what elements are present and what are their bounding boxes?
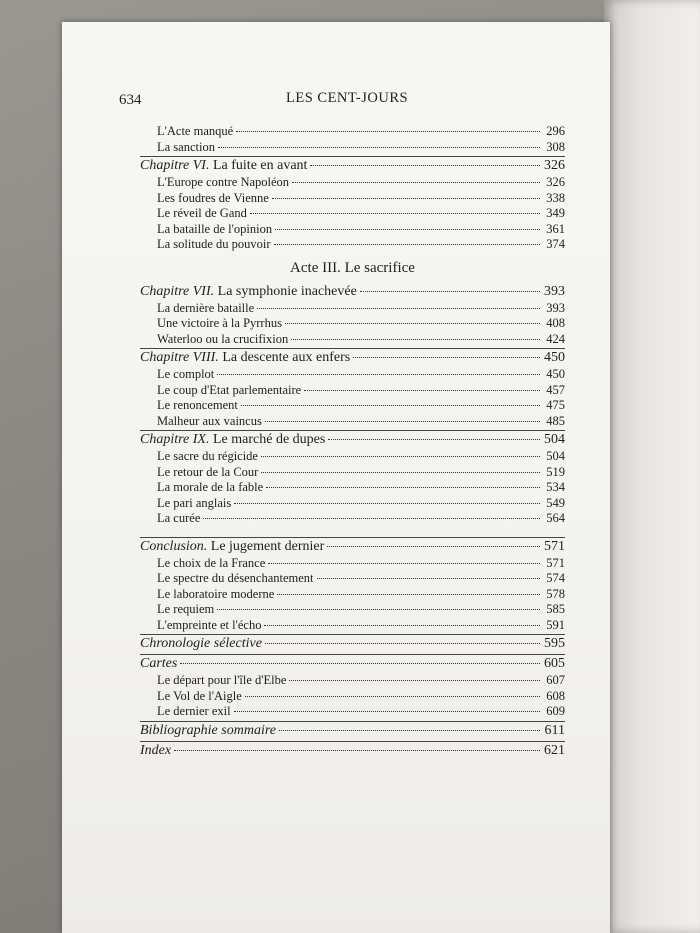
- toc-page-number: 475: [546, 398, 565, 412]
- dot-leader: [277, 594, 540, 595]
- dot-leader: [236, 131, 540, 132]
- toc-entry: [140, 634, 565, 653]
- toc-entry-label: La morale de la fable: [157, 480, 264, 494]
- toc-page-number: 574: [546, 571, 565, 585]
- act-heading: Acte III. Le sacrifice: [290, 259, 415, 276]
- dot-leader: [264, 625, 540, 626]
- toc-page-number: 611: [544, 722, 565, 738]
- toc-page-number: 296: [546, 124, 565, 138]
- dot-leader: [234, 503, 540, 504]
- toc-page-number: 585: [546, 602, 565, 616]
- toc-page-number: 621: [544, 742, 565, 758]
- toc-subentry: [140, 237, 565, 253]
- dot-leader: [275, 229, 540, 230]
- toc-page-number: 450: [546, 367, 565, 381]
- toc-page-number: 608: [546, 688, 565, 703]
- toc-entry-label: [140, 635, 262, 653]
- toc-page-number: 571: [546, 555, 565, 570]
- toc-entry: [140, 283, 565, 301]
- toc-entry-label: L'empreinte et l'écho: [157, 617, 262, 632]
- toc-subentry: [140, 571, 565, 587]
- toc-entry-label: La sanction: [157, 139, 215, 154]
- toc-entry-label: Le sacre du régicide: [157, 449, 258, 463]
- toc-page-number: 504: [544, 432, 565, 447]
- page-number: 634: [119, 92, 142, 108]
- toc-entry-prefix: Chapitre VI.: [140, 158, 210, 173]
- toc-subentry: [140, 511, 565, 527]
- toc-entry-label: Le réveil de Gand: [157, 206, 247, 220]
- toc-page-number: 534: [546, 480, 565, 494]
- toc-page-number: 393: [546, 300, 565, 315]
- toc-entry-label: Le dernier exil: [157, 704, 231, 718]
- toc-entry-label: La dernière bataille: [157, 300, 255, 315]
- running-title: LES CENT-JOURS: [286, 90, 409, 106]
- toc-entry-label: [140, 157, 307, 175]
- toc-entry-label: Le retour de la Cour: [157, 464, 259, 479]
- toc-page-number: 326: [544, 158, 565, 173]
- toc-entry-label: Le laboratoire moderne: [157, 586, 275, 601]
- toc-entry-label: Le pari anglais: [157, 495, 232, 510]
- toc-page-number: 591: [546, 617, 565, 632]
- toc-subentry: [140, 124, 565, 140]
- dot-leader: [285, 323, 540, 324]
- toc-entry-label: La solitude du pouvoir: [157, 237, 271, 251]
- toc-entry-title: Le marché de dupes: [209, 432, 326, 447]
- toc-subentry: [140, 496, 565, 512]
- toc-subentry: [140, 449, 565, 465]
- toc-page-number: 571: [544, 538, 565, 554]
- toc-page-number: 609: [546, 704, 565, 718]
- toc-page-number: 549: [546, 495, 565, 510]
- facing-page: [604, 0, 700, 933]
- dot-leader: [360, 291, 540, 292]
- toc-entry-label: L'Acte manqué: [157, 124, 234, 138]
- toc-page-number: 564: [546, 511, 565, 525]
- toc-page-number: 595: [544, 636, 565, 651]
- toc-entry-prefix: Chapitre VIII.: [140, 350, 219, 365]
- dot-leader: [261, 472, 540, 473]
- toc-entry-label: [140, 431, 325, 449]
- toc-subentry: [140, 587, 565, 603]
- dot-leader: [203, 518, 540, 519]
- toc-entry-label: Le requiem: [157, 602, 215, 616]
- dot-leader: [289, 680, 540, 681]
- toc-entry-label: Le spectre du désenchantement: [157, 571, 314, 585]
- toc-entry-label: La bataille de l'opinion: [157, 221, 273, 236]
- toc-subentry: [140, 367, 565, 383]
- toc-subentry: [140, 414, 565, 430]
- toc-entry-title: Le jugement dernier: [207, 538, 325, 554]
- dot-leader: [327, 546, 540, 547]
- toc-entry-label: La curée: [157, 511, 201, 525]
- toc-page-number: 605: [544, 656, 565, 671]
- toc-page-number: 308: [546, 139, 565, 154]
- toc-entry-label: Le départ pour l'île d'Elbe: [157, 673, 287, 687]
- toc-entry-label: [140, 742, 171, 760]
- toc-subentry: [140, 480, 565, 496]
- toc-subentry: [140, 175, 565, 191]
- dot-leader: [234, 711, 540, 712]
- toc-subentry: [140, 140, 565, 156]
- table-of-contents: [140, 124, 565, 760]
- toc-entry-label: Les foudres de Vienne: [157, 190, 269, 205]
- toc-subentry: [140, 206, 565, 222]
- toc-entry-label: Une victoire à la Pyrrhus: [157, 316, 282, 330]
- dot-leader: [180, 663, 540, 664]
- toc-subentry: [140, 689, 565, 705]
- dot-leader: [261, 456, 540, 457]
- toc-entry-label: Le Vol de l'Aigle: [157, 688, 242, 703]
- toc-entry-prefix: Index: [140, 742, 172, 758]
- toc-entry-label: Le complot: [157, 367, 215, 381]
- toc-subentry: [140, 398, 565, 414]
- dot-leader: [245, 696, 540, 697]
- toc-entry-title: La descente aux enfers: [218, 350, 351, 365]
- toc-page-number: 424: [546, 331, 565, 346]
- dot-leader: [174, 750, 540, 751]
- dot-leader: [217, 374, 540, 375]
- toc-entry: [140, 156, 565, 175]
- dot-leader: [241, 405, 540, 406]
- dot-leader: [274, 244, 540, 245]
- dot-leader: [265, 421, 540, 422]
- toc-entry-label: Malheur aux vaincus: [157, 413, 262, 428]
- toc-page-number: 607: [546, 673, 565, 687]
- toc-entry-prefix: Conclusion.: [140, 538, 208, 554]
- toc-page-number: 374: [546, 237, 565, 251]
- toc-page-number: 361: [546, 221, 565, 236]
- toc-entry: [140, 721, 565, 740]
- toc-entry-label: [140, 349, 350, 367]
- toc-entry: [140, 537, 565, 556]
- toc-entry: [140, 654, 565, 673]
- toc-entry: [140, 741, 565, 760]
- toc-subentry: [140, 602, 565, 618]
- toc-entry-label: [140, 538, 324, 556]
- toc-entry-label: Le renoncement: [157, 398, 238, 412]
- dot-leader: [317, 578, 540, 579]
- toc-entry-prefix: Chapitre IX.: [140, 432, 210, 447]
- toc-entry-label: Le choix de la France: [157, 555, 266, 570]
- dot-leader: [217, 609, 540, 610]
- toc-entry: [140, 348, 565, 367]
- dot-leader: [353, 357, 540, 358]
- toc-subentry: [140, 332, 565, 348]
- toc-entry-label: [140, 283, 357, 301]
- toc-subentry: [140, 383, 565, 399]
- toc-entry-prefix: Bibliographie sommaire: [140, 722, 276, 738]
- toc-page-number: 326: [546, 175, 565, 189]
- toc-page-number: 450: [544, 350, 565, 365]
- toc-entry-title: La fuite en avant: [209, 158, 308, 173]
- dot-leader: [292, 182, 540, 183]
- dot-leader: [304, 390, 540, 391]
- toc-entry-label: L'Europe contre Napoléon: [157, 175, 290, 189]
- toc-entry-prefix: Chapitre VII.: [140, 283, 215, 299]
- toc-entry-label: Le coup d'Etat parlementaire: [157, 382, 302, 397]
- dot-leader: [328, 439, 540, 440]
- dot-leader: [291, 339, 540, 340]
- toc-subentry: [140, 465, 565, 481]
- toc-entry-label: Waterloo ou la crucifixion: [157, 331, 289, 346]
- dot-leader: [279, 730, 540, 731]
- dot-leader: [265, 643, 540, 644]
- toc-page-number: 408: [546, 316, 565, 330]
- toc-page-number: 485: [546, 413, 565, 428]
- toc-subentry: [140, 222, 565, 238]
- toc-entry-label: [140, 722, 276, 740]
- toc-subentry: [140, 316, 565, 332]
- toc-entry: [140, 430, 565, 449]
- toc-page-number: 578: [546, 586, 565, 601]
- dot-leader: [272, 198, 540, 199]
- dot-leader: [268, 563, 540, 564]
- toc-entry-label: [140, 655, 177, 673]
- toc-page-number: 338: [546, 190, 565, 205]
- toc-page-number: 457: [546, 382, 565, 397]
- dot-leader: [257, 308, 540, 309]
- toc-entry-prefix: Cartes: [140, 656, 178, 671]
- dot-leader: [250, 213, 540, 214]
- toc-page-number: 504: [546, 449, 565, 463]
- toc-entry-title: La symphonie inachevée: [214, 283, 357, 299]
- toc-subentry: [140, 673, 565, 689]
- dot-leader: [310, 165, 540, 166]
- toc-subentry: [140, 556, 565, 572]
- toc-subentry: [140, 191, 565, 207]
- toc-subentry: [140, 618, 565, 634]
- dot-leader: [266, 487, 540, 488]
- dot-leader: [218, 147, 540, 148]
- toc-page-number: 349: [546, 206, 565, 220]
- toc-page-number: 519: [546, 464, 565, 479]
- toc-page-number: 393: [544, 283, 565, 299]
- toc-entry-prefix: Chronologie sélective: [140, 636, 262, 651]
- toc-subentry: [140, 301, 565, 317]
- toc-subentry: [140, 704, 565, 720]
